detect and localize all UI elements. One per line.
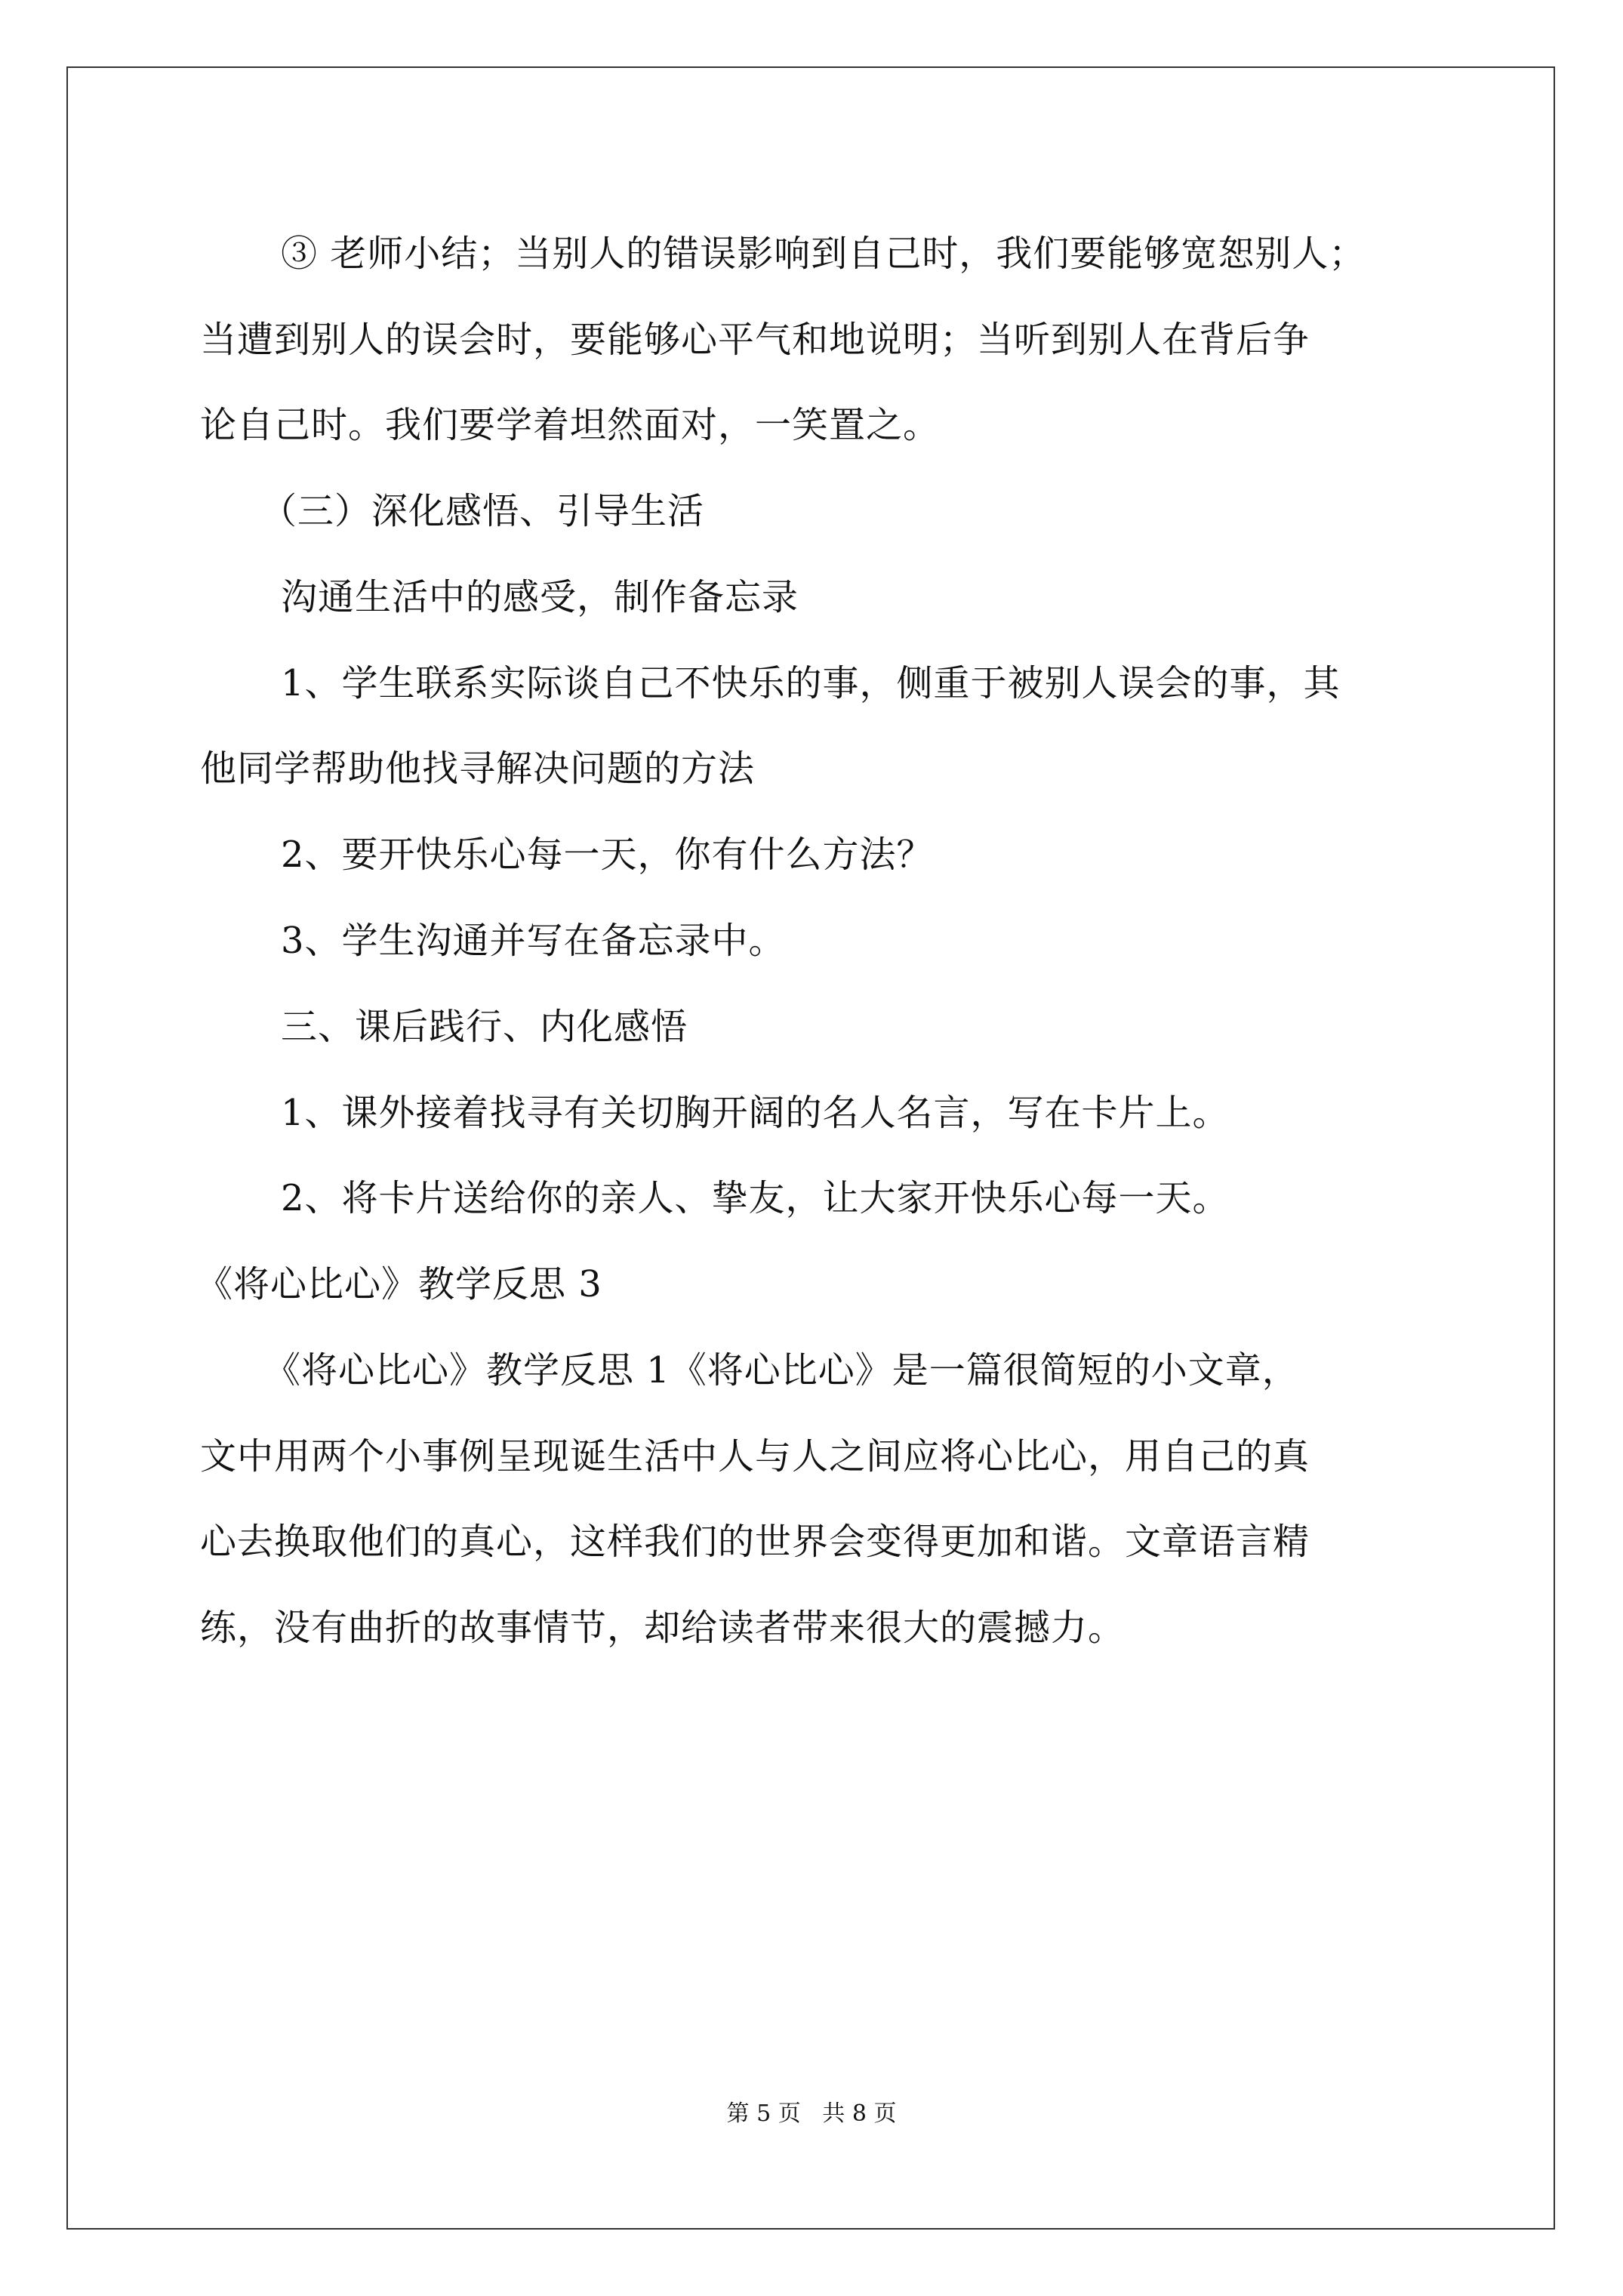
text-line: 当遭到别人的误会时，要能够心平气和地说明；当听到别人在背后争	[200, 319, 1310, 361]
page-footer: 第 5 页 共 8 页	[726, 2100, 897, 2127]
text-line: 1、课外接着找寻有关切胸开阔的名人名言，写在卡片上。	[281, 1092, 1230, 1134]
text-line: 3、学生沟通并写在备忘录中。	[281, 920, 786, 962]
text-line: 1、学生联系实际谈自己不快乐的事，侧重于被别人误会的事，其	[281, 662, 1341, 704]
text-line: 心去换取他们的真心，这样我们的世界会变得更加和谐。文章语言精	[200, 1521, 1310, 1563]
article-title: 《将心比心》教学反思 3	[196, 1263, 602, 1305]
section-heading: （三）深化感悟、引导生活	[260, 490, 705, 532]
section-heading: 三、课后践行、内化感悟	[281, 1006, 688, 1048]
text-line: 文中用两个小事例呈现诞生活中人与人之间应将心比心，用自己的真	[200, 1435, 1310, 1478]
text-line: 他同学帮助他找寻解决问题的方法	[200, 747, 756, 790]
text-line: 论自己时。我们要学着坦然面对，一笑置之。	[200, 404, 941, 446]
page-border	[66, 66, 1555, 2230]
text-line: 沟通生活中的感受，制作备忘录	[281, 576, 799, 618]
text-line: 《将心比心》教学反思 1《将心比心》是一篇很简短的小文章，	[264, 1349, 1299, 1391]
text-line: ③ 老师小结；当别人的错误影响到自己时，我们要能够宽恕别人；	[281, 233, 1366, 275]
text-line: 2、将卡片送给你的亲人、挚友，让大家开快乐心每一天。	[281, 1177, 1230, 1219]
text-line: 练，没有曲折的故事情节，却给读者带来很大的震撼力。	[200, 1607, 1126, 1649]
text-line: 2、要开快乐心每一天，你有什么方法？	[281, 834, 934, 876]
